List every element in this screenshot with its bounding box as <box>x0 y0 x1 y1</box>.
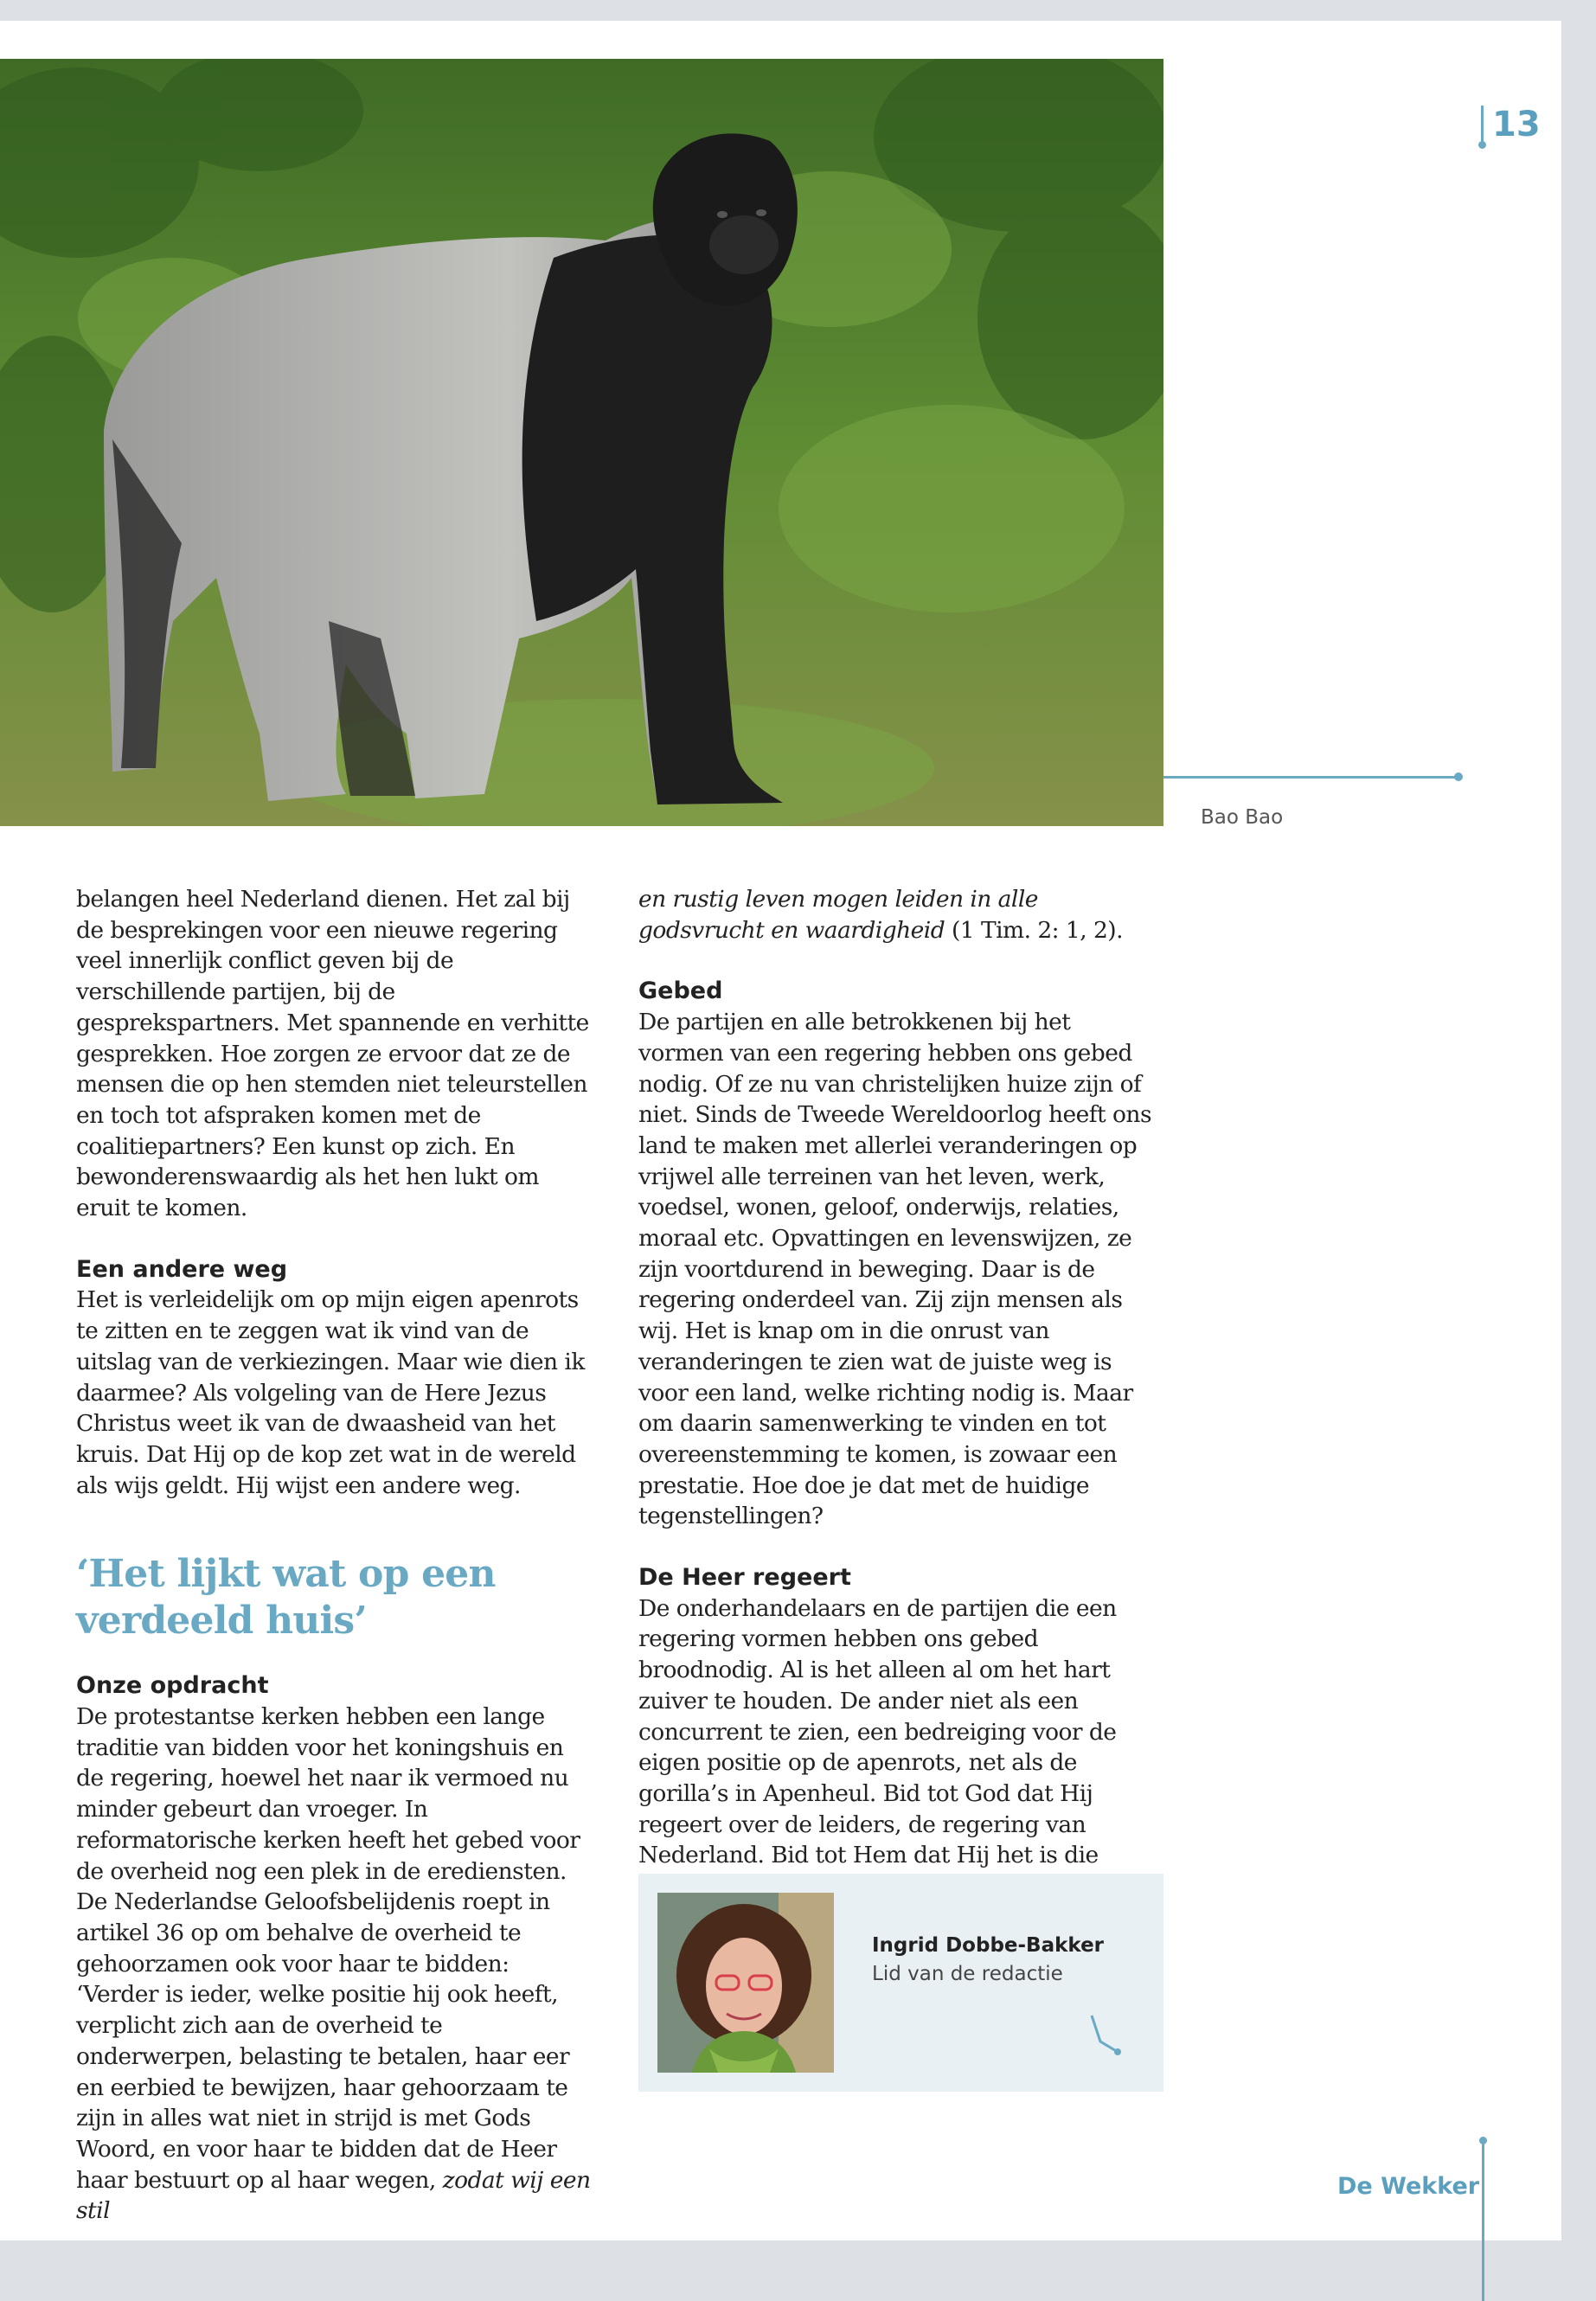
gorilla-photo <box>0 59 1163 826</box>
paragraph <box>638 1593 1157 1902</box>
pull-quote: ‘Het lijkt wat op een verdeeld huis’ <box>76 1552 496 1644</box>
magazine-brand: De Wekker <box>1337 2173 1480 2200</box>
quote-italic: en rustig leven mogen leiden in alle godsvrucht en waardigheid <box>638 886 1038 944</box>
page-number-marker-icon <box>1481 106 1484 144</box>
left-column <box>76 884 595 2227</box>
gorilla-illustration <box>0 59 1163 826</box>
paragraph-text: De protestantse kerken hebben een lange traditie van bidden voor het koningshuis en de regering, hoewel het naar ik vermoed nu minder gebeurt dan vroeger. In reformatorische kerken heeft het gebed voor de overheid nog een plek in de erediensten. De Nederlandse Geloofsbelijdenis roept in artikel 36 op om behalve de overheid te gehoorzamen ook voor haar te bidden: ‘Verder is ieder, welke positie hij ook heeft, verplicht zich aan de overheid te onderwerpen, belasting te betalen, haar eer en eerbied te bewijzen, haar gehoorzaam te zijn in alles wat niet in strijd is met Gods Woord, en voor haar te bidden dat de Heer haar bestuurt op al haar wegen, <box>76 1703 580 2194</box>
section-heading-gebed: Gebed <box>638 977 723 1005</box>
author-portrait-illustration <box>657 1893 834 2073</box>
paragraph: De partijen en alle betrokkenen bij het vormen van een regering hebben ons gebed nodig. Of ze nu van christelijken huize zijn of niet. Sinds de Tweede Wereldoorlog heeft ons land te maken met allerlei veranderingen op vrijwel alle terreinen van het leven, werk, voedsel, wonen, geloof, onderwijs, relaties, moraal etc. Opvattingen en levenswijzen, ze zijn voortdurend in beweging. Daar is de regering onderdeel van. Zij zijn mensen als wij. Het is knap om in die onrust van veranderingen te zien wat de juiste weg is voor een land, welke richting nodig is. Maar om daarin samenwerking te vinden en tot overeenstemming te komen, is zowaar een prestatie. Hoe doe je dat met de huidige tegenstellingen? <box>638 1009 1151 1530</box>
photo-caption: Bao Bao <box>1201 806 1284 829</box>
paragraph-text: De onderhandelaars en de partijen die een regering vormen hebben ons gebed broodnodig. Al is het alleen al om het hart zuiver te houden. De ander niet als een concurrent te zien, een bedreiging voor de eigen positie op de apenrots, net als de gorilla’s in Apenheul. Bid tot God dat Hij regeert over de leiders, de regering van Nederland. Bid tot Hem dat Hij het is die <box>638 1594 1117 1869</box>
author-role: Lid van de redactie <box>872 1963 1063 1985</box>
magazine-page <box>0 21 1561 2240</box>
right-column <box>638 884 1157 1902</box>
paragraph-italic: zodat wij een stil <box>76 2166 591 2225</box>
section-heading-andere-weg: Een andere weg <box>76 1255 288 1283</box>
author-box <box>638 1874 1163 2092</box>
page-number <box>1481 100 1541 149</box>
paragraph: Het is verleidelijk om op mijn eigen apenrots te zitten en te zeggen wat ik vind van de uitslag van de verkiezingen. Maar wie dien ik daarmee? Als volgeling van de Here Jezus Christus weet ik van de dwaasheid van het kruis. Dat Hij op de kop zet wat in de wereld als wijs geldt. Hij wijst een andere weg. <box>76 1286 585 1499</box>
section-heading-heer-regeert: De Heer regeert <box>638 1564 851 1592</box>
caption-divider <box>1163 776 1458 779</box>
bible-reference: (1 Tim. 2: 1, 2). <box>945 916 1123 944</box>
paragraph <box>638 884 1157 945</box>
section-heading-opdracht: Onze opdracht <box>76 1672 269 1700</box>
author-name: Ingrid Dobbe-Bakker <box>872 1934 1105 1957</box>
paragraph <box>76 1702 595 2227</box>
author-portrait <box>657 1893 834 2073</box>
paragraph: belangen heel Nederland dienen. Het zal bij de besprekingen voor een nieuwe regering veel innerlijk conflict geven bij de verschillende partijen, bij de gesprekspartners. Met spannende en verhitte gesprekken. Hoe zorgen ze ervoor dat ze de mensen die op hen stemden niet teleurstellen en toch tot afspraken komen met de coalitiepartners? Een kunst op zich. En bewonderenswaardig als het hen lukt om eruit te komen. <box>76 886 589 1222</box>
footer-marker-icon <box>1482 2140 1484 2301</box>
page-number-label: 13 <box>1492 105 1541 144</box>
pen-stroke-icon <box>1088 2012 1123 2064</box>
